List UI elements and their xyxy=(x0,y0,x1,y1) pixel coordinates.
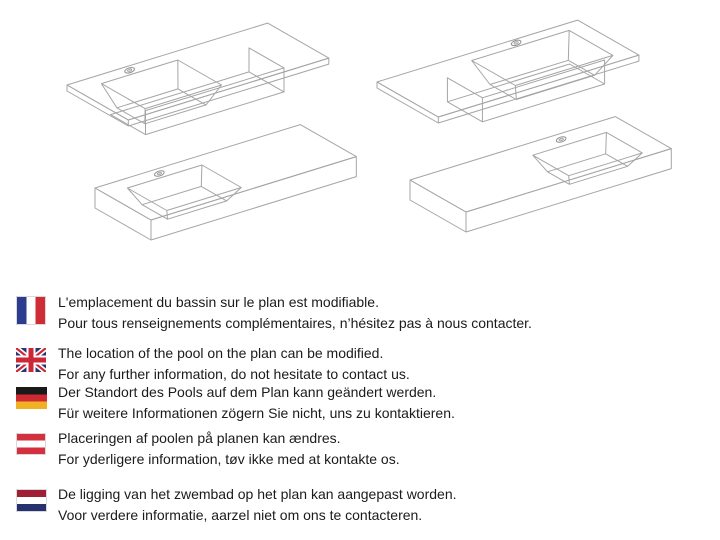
notice-line-2: Für weitere Informationen zögern Sie nicht, uns zu kontaktieren. xyxy=(58,405,455,421)
basin-recess xyxy=(472,30,613,99)
notice-line-2: Voor verdere informatie, aarzel niet om ons te contacteren. xyxy=(58,507,423,523)
notice-danish xyxy=(58,428,400,470)
counter-edge-faces xyxy=(410,149,671,232)
notice-line-2: For yderligere information, tøv ikke med at kontakte os. xyxy=(58,451,400,467)
faucet-hole-icon xyxy=(556,136,567,144)
notice-line-1: Placeringen af poolen på planen kan ændres. xyxy=(58,430,341,446)
notice-line-2: For any further information, do not hesitate to contact us. xyxy=(58,366,410,382)
basin-recess xyxy=(101,60,221,124)
notice-line-2: Pour tous renseignements complémentaires, n’hésitez pas à nous contacter. xyxy=(58,315,532,331)
counter-top-face xyxy=(377,20,639,117)
notice-english xyxy=(58,343,410,385)
notice-line-1: De ligging van het zwembad op het plan kan aangepast worden. xyxy=(58,486,457,502)
drawing-thick-countertop-basin-left xyxy=(95,125,356,240)
flag-united-kingdom-icon xyxy=(16,348,46,372)
notice-line-1: Der Standort des Pools auf dem Plan kann geändert werden. xyxy=(58,384,437,400)
counter-top-face xyxy=(95,125,356,220)
flag-germany-icon xyxy=(16,387,47,409)
drawing-slim-countertop-basin-left xyxy=(67,23,329,135)
counter-edge-faces xyxy=(95,157,356,240)
flag-austria-icon xyxy=(16,433,46,455)
basin-recess xyxy=(533,132,643,184)
under-basin-box xyxy=(111,48,285,135)
notice-dutch xyxy=(58,484,457,526)
notice-german xyxy=(58,382,455,424)
faucet-hole-icon xyxy=(124,67,135,75)
flag-france-icon xyxy=(16,296,46,325)
counter-edge-faces xyxy=(377,55,639,123)
notice-line-1: The location of the pool on the plan can be modified. xyxy=(58,345,384,361)
notice-line-1: L'emplacement du bassin sur le plan est modifiable. xyxy=(58,294,379,310)
drawing-slim-countertop-basin-right xyxy=(377,20,639,123)
flag-netherlands-icon xyxy=(16,489,47,512)
drawing-thick-countertop-basin-right xyxy=(410,117,671,232)
notice-french xyxy=(58,292,532,334)
faucet-hole-icon xyxy=(154,170,165,178)
